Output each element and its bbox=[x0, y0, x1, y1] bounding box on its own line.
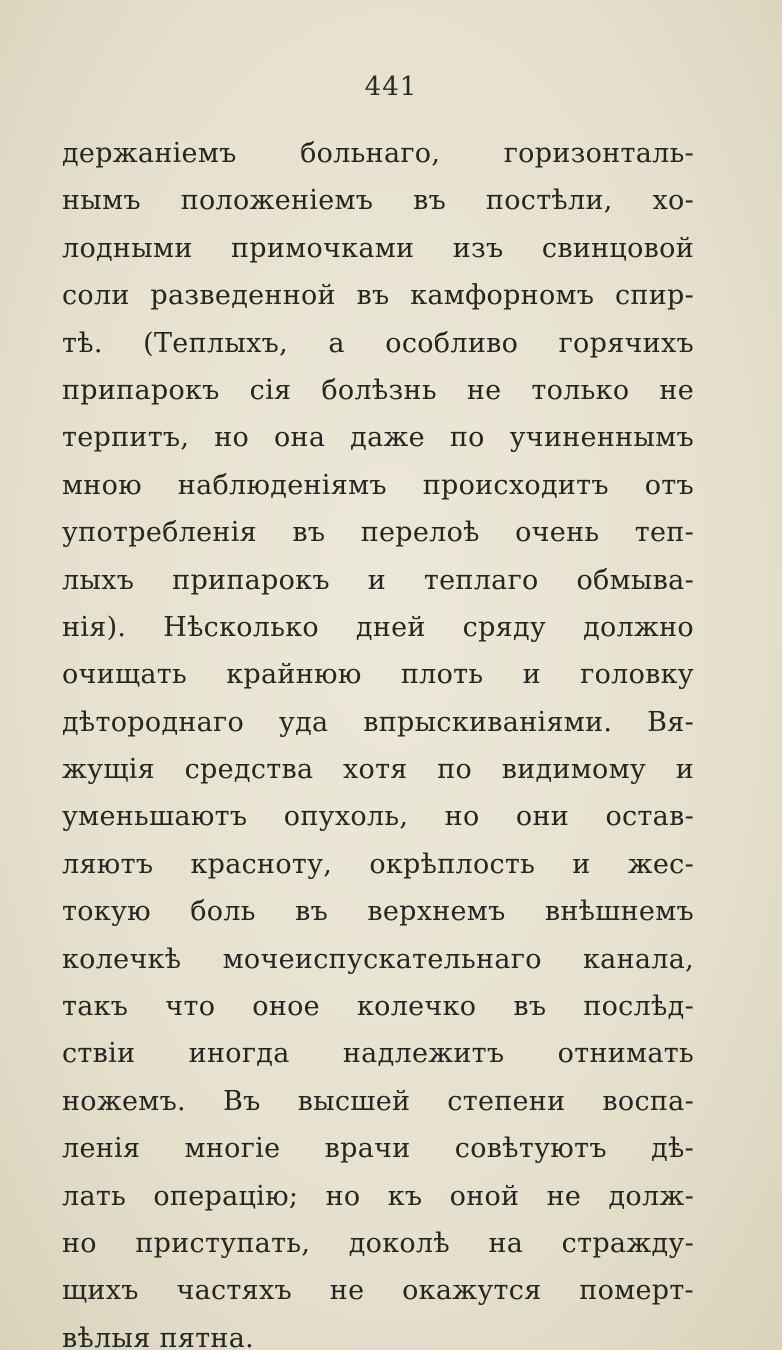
body-text bbox=[62, 130, 694, 1350]
text-line: щихъ частяхъ не окажутся померт- bbox=[62, 1275, 694, 1307]
text-line: дѣтороднаго уда впрыскиванiями. Вя- bbox=[62, 706, 694, 738]
text-line: ствiи иногда надлежитъ отнимать bbox=[62, 1038, 694, 1070]
text-line: лать операцiю; но къ оной не долж- bbox=[62, 1180, 694, 1212]
text-line: лыхъ припарокъ и теплаго обмыва- bbox=[62, 564, 694, 596]
text-line: нымъ положенiемъ въ постѣли, хо- bbox=[62, 185, 694, 217]
text-line: но приступать, доколѣ на стражду- bbox=[62, 1227, 694, 1259]
text-line: мною наблюденiямъ происходитъ отъ bbox=[62, 469, 694, 501]
text-line: ножемъ. Въ высшей степени воспа- bbox=[62, 1085, 694, 1117]
text-line: употребленiя въ перелоѣ очень теп- bbox=[62, 517, 694, 549]
page-number: 441 bbox=[364, 72, 418, 102]
text-line: ленiя многiе врачи совѣтуютъ дѣ- bbox=[62, 1133, 694, 1165]
text-line: уменьшаютъ опухоль, но они остав- bbox=[62, 801, 694, 833]
text-line: колечкѣ мочеиспускательнаго канала, bbox=[62, 943, 694, 975]
text-line: припарокъ сiя болѣзнь не только не bbox=[62, 374, 694, 406]
text-line: вѣлыя пятна. bbox=[62, 1322, 254, 1350]
text-line: соли разведенной въ камфорномъ спир- bbox=[62, 280, 694, 312]
text-line: терпитъ, но она даже по учиненнымъ bbox=[62, 422, 694, 454]
text-line: токую боль въ верхнемъ внѣшнемъ bbox=[62, 896, 694, 928]
text-line: такъ что оное колечко въ послѣд- bbox=[62, 991, 694, 1023]
text-line: очищать крайнюю плоть и головку bbox=[62, 659, 694, 691]
text-line: жущiя средства хотя по видимому и bbox=[62, 754, 694, 786]
text-line: нiя). Нѣсколько дней сряду должно bbox=[62, 611, 694, 643]
text-line: держанiемъ больнаго, горизонталь- bbox=[62, 138, 694, 169]
text-line: лодными примочками изъ свинцовой bbox=[62, 232, 694, 264]
text-line: тѣ. (Теплыхъ, а особливо горячихъ bbox=[62, 327, 694, 359]
text-line: ляютъ красноту, окрѣплость и жес- bbox=[62, 848, 694, 880]
